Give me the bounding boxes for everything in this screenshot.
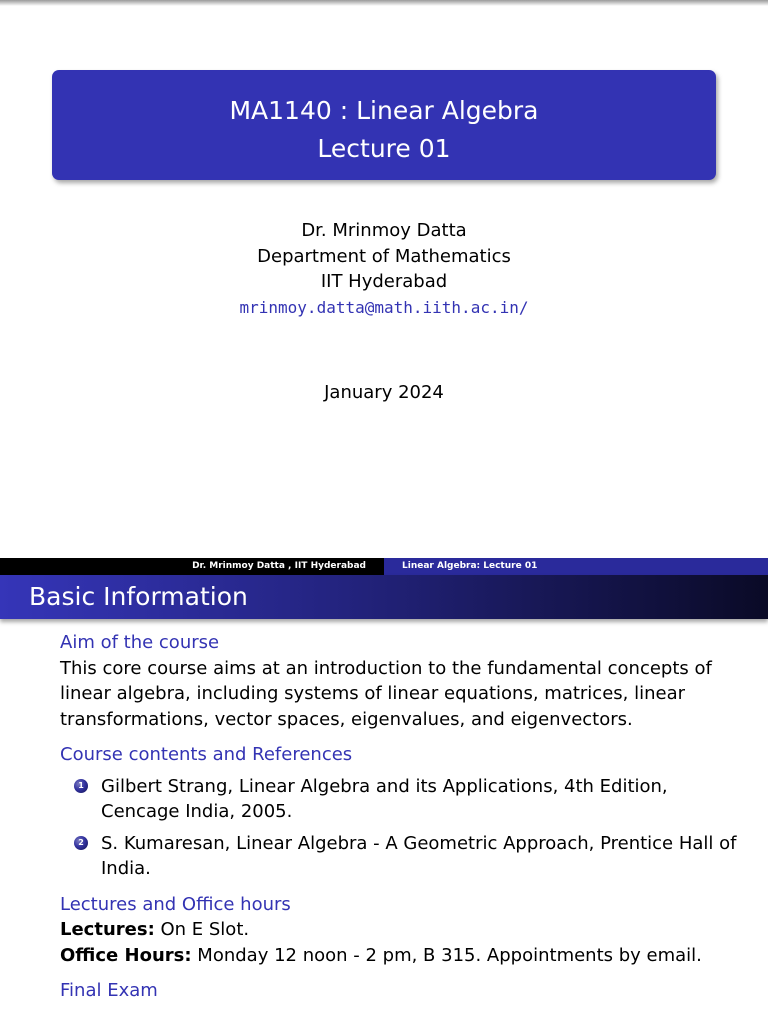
final-exam-block-title: Final Exam (60, 980, 158, 1001)
lectures-block-title: Lectures and Office hours (60, 893, 291, 915)
author-block (0, 218, 768, 320)
footline-title: Linear Algebra: Lecture 01 (384, 558, 768, 575)
lecture-number: Lecture 01 (317, 134, 451, 163)
course-title: MA1140 : Linear Algebra (229, 96, 539, 125)
presentation-date: January 2024 (324, 382, 444, 403)
enumerate-ball-icon: 2 (74, 836, 88, 850)
contents-block-title: Course contents and References (60, 744, 353, 765)
list-item (60, 774, 750, 825)
title-box (52, 70, 716, 180)
office-hours-value: Monday 12 noon - 2 pm, B 315. Appointments by email. (191, 944, 702, 966)
lectures-line (60, 917, 750, 943)
frame-title: Basic Information (0, 575, 768, 619)
slide-content (60, 630, 750, 1004)
lectures-label: Lectures: (60, 919, 155, 940)
reference-text: Gilbert Strang, Linear Algebra and its Applications, 4th Edition, Cencage India, 2005. (101, 775, 668, 822)
footline-author: Dr. Mrinmoy Datta , IIT Hyderabad (0, 558, 384, 575)
author-name: Dr. Mrinmoy Datta (301, 220, 467, 241)
page-top-shadow (0, 0, 768, 6)
author-email-link[interactable]: mrinmoy.datta@math.iith.ac.in/ (239, 297, 529, 317)
footline (0, 558, 768, 575)
aim-block-body: This core course aims at an introduction to the fundamental concepts of linear algebra, including systems of linear equations, matrices, linear transformations, vector spaces, eigenvalues, and eigenvectors. (60, 657, 712, 730)
office-hours-line (60, 943, 750, 969)
lectures-value: On E Slot. (154, 919, 250, 940)
list-item (60, 831, 750, 882)
author-department: Department of Mathematics (257, 245, 511, 267)
aim-block-title: Aim of the course (60, 632, 220, 653)
reference-text: S. Kumaresan, Linear Algebra - A Geometric Approach, Prentice Hall of India. (101, 832, 737, 879)
author-institute: IIT Hyderabad (320, 271, 448, 292)
reference-list (60, 774, 750, 882)
enumerate-ball-icon: 1 (74, 779, 88, 793)
office-hours-label: Office Hours: (60, 944, 192, 966)
